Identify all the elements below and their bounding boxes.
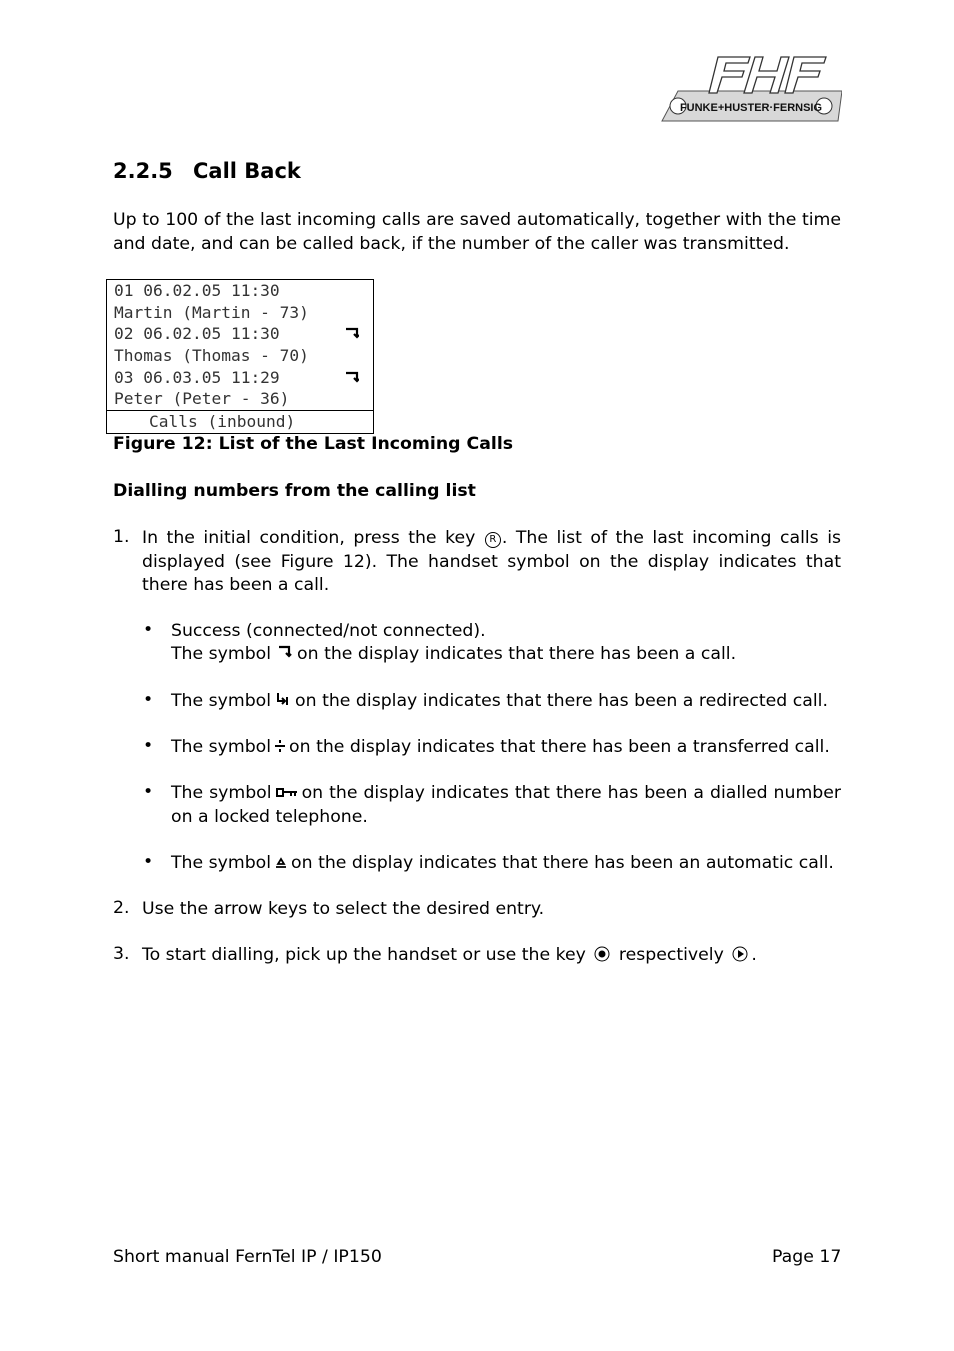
step-3-text — [142, 944, 757, 968]
play-key-icon — [732, 946, 748, 962]
bullet-marker: • — [143, 690, 154, 710]
intro-paragraph: Up to 100 of the last incoming calls are saved automatically, together with the time and date, and can be called back, if the number of the caller was transmitted. — [113, 210, 841, 254]
bullet-5-text — [171, 852, 834, 876]
automatic-call-icon — [274, 856, 288, 870]
bullet-1-line2 — [171, 643, 736, 667]
display-row: Martin (Martin - 73) — [114, 303, 309, 322]
display-row: Peter (Peter - 36) — [114, 389, 290, 408]
section-title: Call Back — [193, 159, 301, 183]
bullet-marker: • — [143, 852, 154, 872]
bullet-text: The symbol — [171, 783, 272, 803]
step-1-text-a: In the initial condition, press the key — [142, 528, 476, 548]
section-number: 2.2.5 — [113, 159, 173, 183]
bullet-3-text — [171, 736, 830, 760]
speaker-key-icon — [594, 946, 610, 962]
bullet-text: on the display indicates that there has been a redirected call. — [295, 691, 828, 711]
display-row: 01 06.02.05 11:30 — [114, 281, 280, 300]
display-row: Thomas (Thomas - 70) — [114, 346, 309, 365]
bullet-text: The symbol — [171, 853, 272, 873]
bullet-text: on the display indicates that there has been a transferred call. — [289, 737, 830, 757]
bullet-4-text — [171, 782, 841, 829]
display-footer — [107, 410, 373, 433]
display-row: 03 06.03.05 11:29 — [114, 368, 280, 387]
footer-page-number: Page 17 — [772, 1247, 842, 1267]
bullet-text: on the display indicates that there has been a dialled number on a locked telephone. — [171, 783, 841, 827]
key-icon — [275, 786, 299, 800]
bullet-marker: • — [143, 782, 154, 802]
step-1-text — [142, 527, 841, 598]
company-logo — [660, 55, 842, 123]
bullet-marker: • — [143, 736, 154, 756]
bullet-text: on the display indicates that there has been a call. — [297, 644, 737, 664]
bullet-1-line1: Success (connected/not connected). — [171, 621, 486, 641]
display-row: 02 06.02.05 11:30 — [114, 324, 280, 343]
step-1-text-b: . The list of the last incoming calls is displayed (see Figure 12). The handset symbol on the display indicates that there has been a call. — [142, 528, 841, 595]
footer-manual-title: Short manual FernTel IP / IP150 — [113, 1247, 382, 1267]
bullet-2-text — [171, 690, 828, 714]
step-3-text-a: To start dialling, pick up the handset or use the key — [142, 945, 586, 965]
bullet-text: The symbol — [171, 691, 272, 711]
handset-icon — [345, 327, 359, 339]
handset-icon — [345, 371, 359, 383]
step-3-text-c: . — [751, 945, 757, 965]
step-number: 3. — [113, 944, 130, 964]
bullet-marker: • — [143, 620, 154, 640]
phone-display — [106, 279, 374, 434]
step-number: 2. — [113, 898, 130, 918]
bullet-text: The symbol — [171, 737, 272, 757]
subheading: Dialling numbers from the calling list — [113, 481, 476, 501]
transfer-icon — [274, 738, 286, 754]
logo-company-text: FUNKE+HUSTER·FERNSIG — [679, 102, 823, 114]
step-3-text-b: respectively — [618, 945, 724, 965]
redirect-icon — [274, 692, 292, 708]
figure-caption: Figure 12: List of the Last Incoming Calls — [113, 434, 514, 454]
bullet-text: The symbol — [171, 644, 272, 664]
step-number: 1. — [113, 527, 130, 547]
handset-icon — [274, 645, 294, 661]
fhf-logo-graphic — [660, 55, 842, 123]
bullet-text: on the display indicates that there has been an automatic call. — [291, 853, 834, 873]
step-2-text: Use the arrow keys to select the desired entry. — [142, 899, 545, 919]
section-heading — [113, 159, 301, 183]
r-key-icon: R — [485, 532, 501, 548]
display-footer-label: Calls (inbound) — [149, 412, 296, 431]
